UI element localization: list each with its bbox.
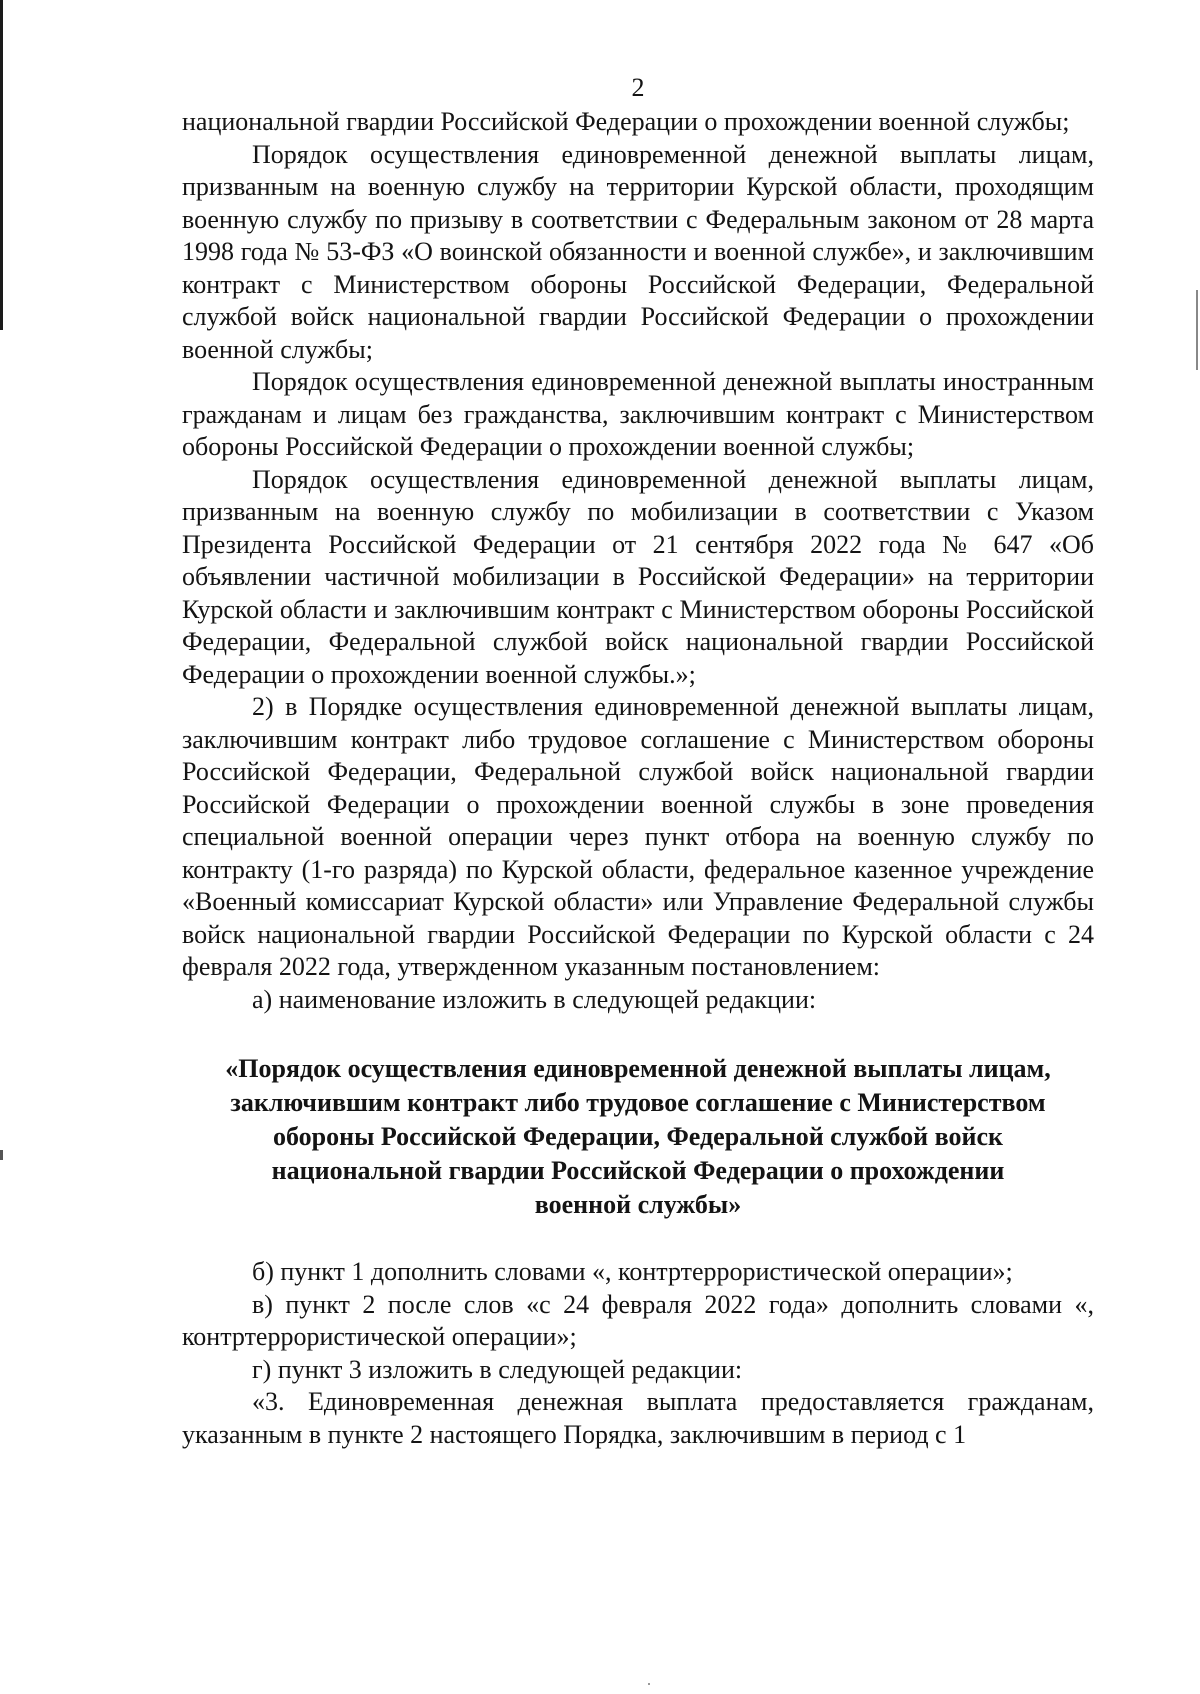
scan-right-mark xyxy=(1196,290,1198,370)
document-page xyxy=(182,70,1094,1451)
page-number: 2 xyxy=(631,73,645,102)
scan-edge-mark xyxy=(0,1150,3,1160)
order-title-heading: «Порядок осуществления единовременной денежной выплаты лицам, заключившим контракт либо трудовое соглашение с Министерством обороны Российской Федерации, Федеральной службой войск национальной гвардии Российской Федерации о прохождении военной службы» xyxy=(225,1054,1051,1219)
paragraph-order-foreigners: Порядок осуществления единовременной денежной выплаты иностранным гражданам и лицам без гражданства, заключившим контракт с Министерством обороны Российской Федерации о прохождении военной службы; xyxy=(182,367,1094,461)
paragraph-subitem-g: г) пункт 3 изложить в следующей редакции: xyxy=(252,1354,743,1384)
paragraph-subitem-b: б) пункт 1 дополнить словами «, контртеррористической операции»; xyxy=(252,1257,1013,1286)
paragraph-subitem-v: в) пункт 2 после слов «с 24 февраля 2022 года» дополнить словами «, контртеррористической операции»; xyxy=(182,1289,1094,1351)
paragraph-continuation: национальной гвардии Российской Федерации о прохождении военной службы; xyxy=(182,107,1070,136)
paragraph-point-3: «3. Единовременная денежная выплата предоставляется гражданам, указанным в пункте 2 настоящего Порядка, заключившим в период с 1 xyxy=(182,1387,1094,1449)
paragraph-subitem-a: а) наименование изложить в следующей редакции: xyxy=(252,984,817,1014)
paragraph-item-2: 2) в Порядке осуществления единовременной денежной выплаты лицам, заключившим контракт либо трудовое соглашение с Министерством обороны Российской Федерации, Федеральной службой войск национальной гвардии Российской Федерации о прохождении военной службы в зоне проведения специальной военной операции через пункт отбора на военную службу по контракту (1-го разряда) по Курской области, федеральное казенное учреждение «Военный комиссариат Курской области» или Управление Федеральной службы войск национальной гвардии Российской Федерации по Курской области с 24 февраля 2022 года, утвержденном указанным постановлением: xyxy=(182,692,1094,981)
paragraph-order-conscripts: Порядок осуществления единовременной денежной выплаты лицам, призванным на военную службу на территории Курской области, проходящим военную службу по призыву в соответствии с Федеральным законом от 28 марта 1998 года № 53-ФЗ «О воинской обязанности и военной службе», и заключившим контракт с Министерством обороны Российской Федерации, Федеральной службой войск национальной гвардии Российской Федерации о прохождении военной службы; xyxy=(182,139,1094,364)
scan-dot xyxy=(648,1683,650,1685)
scan-edge-line xyxy=(0,0,3,330)
paragraph-order-mobilized: Порядок осуществления единовременной денежной выплаты лицам, призванным на военную службу по мобилизации в соответствии с Указом Президента Российской Федерации от 21 сентября 2022 года № 647 «Об объявлении частичной мобилизации в Российской Федерации» на территории Курской области и заключившим контракт с Министерством обороны Российской Федерации, Федеральной службой войск национальной гвардии Российской Федерации о прохождении военной службы.»; xyxy=(182,464,1094,689)
